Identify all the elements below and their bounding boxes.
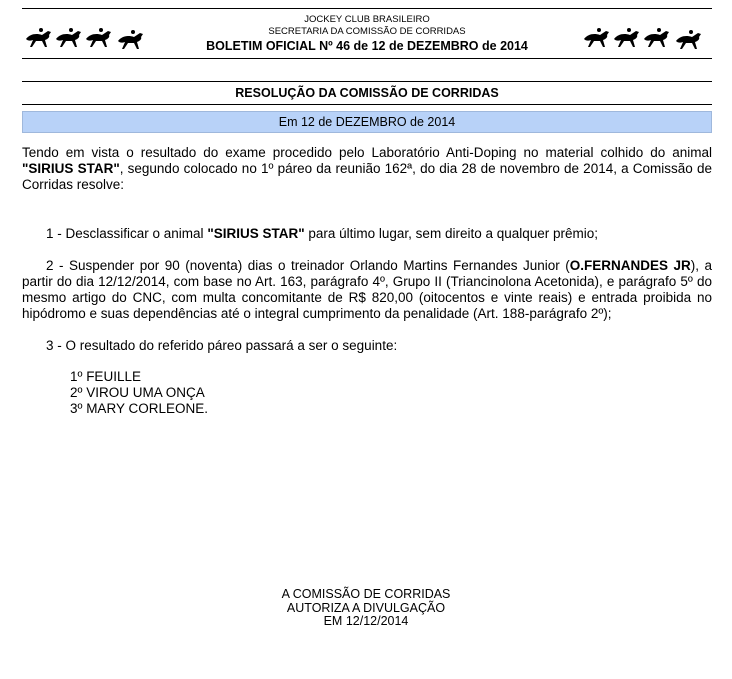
resolution-date: Em 12 de DEZEMBRO de 2014 bbox=[22, 111, 712, 133]
result-third: 3º MARY CORLEONE. bbox=[70, 401, 208, 416]
intro-horse-name: "SIRIUS STAR" bbox=[22, 161, 120, 176]
item1-horse-name: "SIRIUS STAR" bbox=[207, 226, 305, 241]
item1-text-2: para último lugar, sem direito a qualquer prêmio; bbox=[304, 226, 599, 241]
intro-text-1: Tendo em vista o resultado do exame procedido pelo Laboratório Anti-Doping no material colhido do animal bbox=[22, 145, 712, 160]
result-first: 1º FEUILLE bbox=[70, 369, 141, 384]
intro-text-2: , segundo colocado no 1º páreo da reunião 162ª, do dia 28 de novembro de 2014, a Comissão de Corridas resolve: bbox=[22, 161, 712, 192]
signature-line-1: A COMISSÃO DE CORRIDAS bbox=[281, 587, 451, 601]
item2-text-1: 2 - Suspender por 90 (noventa) dias o treinador Orlando Martins Fernandes Junior ( bbox=[46, 258, 570, 273]
item-2 bbox=[22, 258, 712, 322]
bulletin-title: BOLETIM OFICIAL Nº 46 de 12 de DEZEMBRO de 2014 bbox=[206, 39, 528, 53]
header-top-rule bbox=[22, 8, 712, 9]
club-name: JOCKEY CLUB BRASILEIRO bbox=[304, 14, 430, 25]
secretariat-name: SECRETARIA DA COMISSÃO DE CORRIDAS bbox=[268, 26, 466, 37]
result-second: 2º VIROU UMA ONÇA bbox=[70, 385, 205, 400]
signature-line-2: AUTORIZA A DIVULGAÇÃO bbox=[286, 600, 446, 615]
item-3: 3 - O resultado do referido páreo passará a ser o seguinte: bbox=[46, 338, 398, 353]
item2-text-2: ), a partir do dia 12/12/2014, com base no Art. 163, parágrafo 4º, Grupo II (Triancinolona Acetonida), e parágrafo 5º do mesmo artigo do CNC, com multa concomitante de R$ 820,00 (oitocentos e vinte reais) e entrada proibida no hipódromo e suas dependências até o integral cumprimento da penalidade (Art. 188-parágrafo 2º); bbox=[22, 258, 712, 321]
item1-text-1: 1 - Desclassificar o animal bbox=[46, 226, 208, 241]
signature-line-3: EM 12/12/2014 bbox=[323, 614, 409, 628]
item2-trainer-name: O.FERNANDES JR bbox=[569, 258, 691, 273]
intro-paragraph bbox=[22, 145, 712, 193]
bulletin-header bbox=[22, 8, 712, 59]
item-1 bbox=[22, 226, 712, 242]
bulletin-page bbox=[22, 8, 712, 417]
resolution-title: RESOLUÇÃO DA COMISSÃO DE CORRIDAS bbox=[22, 81, 712, 105]
signature-block bbox=[0, 588, 732, 629]
race-results-list bbox=[70, 369, 712, 417]
